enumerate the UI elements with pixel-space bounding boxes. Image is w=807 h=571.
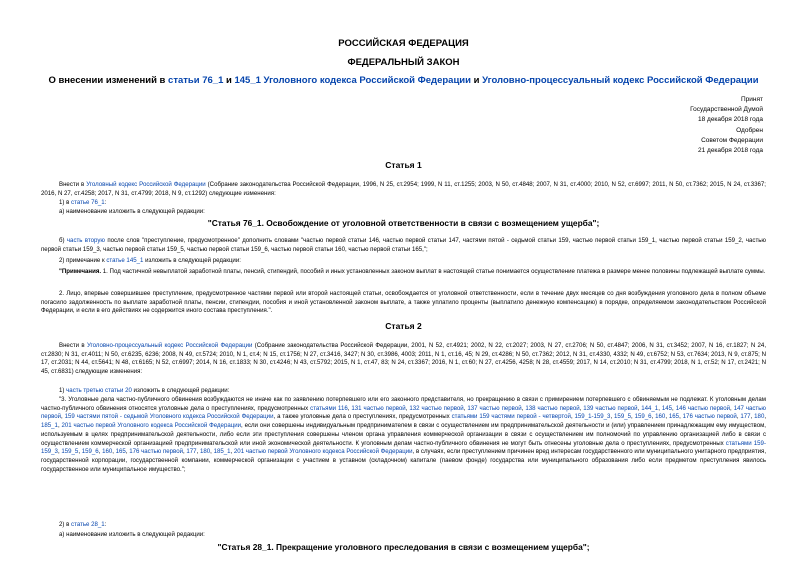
intro-prefix: Внести в	[59, 342, 87, 349]
item-suffix: изложить в следующей редакции:	[143, 257, 241, 264]
article-link[interactable]: 160	[102, 448, 113, 456]
article-1-heading: Статья 1	[385, 160, 422, 170]
item-prefix: 2) в	[59, 521, 72, 528]
separator: ,	[196, 448, 200, 456]
note-label: "Примечания.	[59, 268, 102, 275]
acceptance-block	[690, 95, 763, 156]
article-1-item-1a: а) наименование изложить в следующей редакции:	[59, 208, 205, 215]
article-link[interactable]: 165	[115, 448, 126, 456]
article-link[interactable]: 176 частью первой	[682, 413, 737, 421]
text-segment: , а также уголовные дела о преступлениях, предусмотренных	[273, 413, 452, 421]
separator: ,	[112, 448, 116, 456]
article-link[interactable]: статьями 159-159_3	[41, 439, 766, 456]
article-link[interactable]: 139 частью первой	[583, 404, 638, 412]
item-suffix: :	[104, 521, 107, 528]
link-article-28-1[interactable]: статье 28_1	[71, 521, 105, 528]
separator: ,	[631, 413, 635, 421]
article-link[interactable]: 132 частью первой	[409, 404, 464, 412]
article-link[interactable]: 165	[668, 413, 680, 421]
separator: ,	[651, 413, 656, 421]
article-1-item-1b	[41, 237, 766, 254]
item-prefix: 1) в	[59, 199, 72, 206]
separator: ,	[210, 448, 214, 456]
article-link[interactable]: 138 частью первой	[525, 404, 580, 412]
acceptance-line: Одобрен	[736, 126, 763, 134]
note-1	[41, 268, 766, 277]
doc-type-heading: ФЕДЕРАЛЬНЫЙ ЗАКОН	[347, 57, 460, 68]
acceptance-line: 21 декабря 2018 года	[697, 147, 763, 155]
separator: ,	[730, 404, 734, 412]
title-and-2: и	[470, 75, 483, 86]
note-text: 1. Под частичной невыплатой заработной платы, пенсий, стипендий, пособий и иных установленных законом выплат в настоящей статье понимается осуществление платежа в размере менее половины подлежащей выплате суммы.	[101, 268, 766, 275]
article-link[interactable]: статьями 159 частями первой - четвертой	[451, 413, 571, 421]
article-link[interactable]: 147 частью первой	[41, 404, 766, 421]
article-link[interactable]: 201 частью первой Уголовного кодекса Российской Федерации	[61, 422, 242, 430]
separator: ,	[347, 404, 352, 412]
article-2-item-1	[41, 387, 766, 396]
note-2: 2. Лицо, впервые совершившее преступление, предусмотренное частями первой или второй настоящей статьи, освобождается от уголовной ответственности, если в течение двух месяцев со дня возбуждения уголовного дела в полном объеме погасило задолженность по выплате заработной платы, пенсии, стипендии, пособия и иной установленной законом выплате, а также уплатило проценты (выплатило денежную компенсацию) в порядке, определяемом законодательством Российской Федерации, и если в его действиях не содержится иного состава преступления.".	[41, 290, 766, 315]
item-prefix: 2) примечание к	[59, 257, 107, 264]
separator: ,	[98, 448, 103, 456]
text-segment: "3. Уголовные дела частно-публичного обвинения возбуждаются не иначе как по заявлению потерпевшего или его законного представителя, но прекращению в связи с примирением потерпевшего с обвиняемым не подлежат. К уголовным делам частно-публичного обвинения относятся уголовные дела о преступлениях, предусмотренных	[41, 396, 766, 412]
separator: ,	[125, 448, 130, 456]
article-link[interactable]: 180	[199, 448, 211, 456]
item-suffix: изложить в следующей редакции:	[131, 387, 230, 394]
intro-text: (Собрание законодательства Российской Федерации, 1996, N 25, ст.2954; 1999, N 11, ст.1255; 2003, N 50, ст.4848; 2007, N 31, ст.4000; 2010, N 52, ст.6997; 2011, N 50, ст.7362; 2015, N 24, ст.3367; 2016, N 27, ст.4258; 2017, N 31, ст.4799; 2018, N 9, ст.1292) следующие изменения:	[41, 181, 766, 197]
article-1-intro	[41, 181, 766, 198]
title-link-article-76-1[interactable]: статьи 76_1	[168, 75, 224, 86]
article-2-intro	[41, 342, 766, 377]
text-segment: , в случаях, если преступлением причинен вред интересам государственного или муниципального унитарного предприятия, государственной корпорации, государственной компании, коммерческой организации с участием в уставном (складочном) капитале (паевом фонде) государства или муниципального образования либо если предметом преступления явилось государственное или муниципальное имущество.";	[41, 448, 767, 473]
separator: ,	[463, 404, 468, 412]
quote-article-28-1: "Статья 28_1. Прекращение уголовного преследования в связи с возмещением ущерба";	[217, 542, 590, 552]
article-1-item-2	[41, 257, 766, 266]
separator: ,	[637, 404, 642, 412]
article-link[interactable]: статьями 116	[310, 404, 348, 412]
text-segment: , если они совершены индивидуальным предпринимателем в связи с осуществлением им предпринимательской деятельности и (или) управлением принадлежащим ему имуществом, используемым в целях предпринимательской деятельности, либо если эти преступления совершены членом органа управления коммерческой организации в связи с осуществлением им полномочий по управлению организацией либо в связи с осуществлением коммерческой организацией предпринимательской или иной экономической деятельности. К уголовным делам частно-публичного обвинения не могут быть отнесены уголовные дела о преступлениях, предусмотренных	[41, 422, 766, 447]
title-and-1: и	[223, 75, 235, 86]
link-part-two[interactable]: часть вторую	[66, 237, 105, 244]
separator: ,	[230, 448, 234, 456]
intro-prefix: Внести в	[59, 181, 87, 188]
separator: ,	[78, 448, 82, 456]
title-link-criminal-procedure-code[interactable]: Уголовно-процессуальный кодекс Российской Федерации	[482, 75, 759, 86]
article-link[interactable]: 177	[740, 413, 751, 421]
separator: ,	[183, 448, 187, 456]
link-criminal-procedure-code[interactable]: Уголовно-процессуальный кодекс Российской Федерации	[86, 342, 253, 349]
intro-text: (Собрание законодательства Российской Федерации, 2001, N 52, ст.4921; 2002, N 22, ст.2027; 2003, N 27, ст.2706; N 50, ст.4847; 2006, N 31, ст.3452; 2007, N 16, ст.1827; N 24, ст.2830; N 31, ст.4011; N 50, ст.6235, 6236; 2008, N 49, ст.5724; 2010, N 1, ст.4; N 15, ст.1756; N 27, ст.3416, 3427; N 30, ст.3986, 4003; 2011, N 1, ст.16, 45; N 29, ст.4286; N 50, ст.7362; 2012, N 31, ст.4330, 4332; N 49, ст.6752; N 53, ст.7634; 2013, N 9, ст.875; N 17, ст.2031; N 44, ст.5641; N 48, ст.6165; N 52, ст.6997; 2014, N 16, ст.1833; N 30, ст.4246; N 43, ст.5792; 2015, N 1, ст.47, 83; N 24, ст.3367; 2016, N 1, ст.60; N 27, ст.4256, 4258; N 28, ст.4559; 2017, N 14, ст.2010; N 31, ст.4799; 2018, N 1, ст.52; N 17, ст.2421; N 45, ст.6831) следующие изменения:	[41, 342, 767, 376]
separator: ,	[579, 404, 584, 412]
acceptance-line: Советом Федерации	[701, 136, 763, 144]
separator: ,	[521, 404, 526, 412]
article-link[interactable]: 159_5	[614, 413, 631, 421]
article-link[interactable]: 145	[661, 404, 673, 412]
article-link[interactable]: 159 частями пятой - седьмой Уголовного кодекса Российской Федерации	[64, 413, 274, 421]
acceptance-line: Принят	[740, 96, 763, 103]
separator: ,	[658, 404, 662, 412]
link-article-145-1[interactable]: статье 145_1	[106, 257, 144, 264]
link-part-three-article-20[interactable]: часть третью статьи 20	[66, 387, 132, 394]
article-link[interactable]: 185_1	[213, 448, 231, 456]
article-1-item-1	[41, 199, 766, 208]
item-suffix: :	[104, 199, 107, 206]
law-title	[0, 75, 807, 86]
article-link[interactable]: 177	[186, 448, 197, 456]
item-prefix: 1)	[59, 387, 67, 394]
article-link[interactable]: 146 частью первой	[675, 404, 731, 412]
article-2-item-2	[41, 521, 766, 530]
link-article-76-1[interactable]: статье 76_1	[71, 199, 105, 206]
article-link[interactable]: 159_1-159_3	[574, 413, 611, 421]
article-link[interactable]: 201 частью первой Уголовного кодекса Российской Федерации	[233, 448, 413, 456]
article-link[interactable]: 159_6	[81, 448, 99, 456]
article-link[interactable]: 159_5	[61, 448, 79, 456]
separator: ,	[405, 404, 410, 412]
article-link[interactable]: 137 частью первой	[467, 404, 522, 412]
article-link[interactable]: 159_6	[634, 413, 652, 421]
separator: ,	[679, 413, 683, 421]
article-link[interactable]: 176 частью первой	[129, 448, 183, 456]
quote-article-76-1: "Статья 76_1. Освобождение от уголовной ответственности в связи с возмещением ущерба";	[207, 218, 600, 228]
separator: ,	[61, 413, 65, 421]
separator: ,	[764, 413, 767, 421]
link-criminal-code[interactable]: Уголовный кодекс Российской Федерации	[86, 181, 206, 188]
separator: ,	[665, 413, 669, 421]
separator: ,	[610, 413, 615, 421]
item-text: после слов "преступление, предусмотренное" дополнить словами "частью первой статьи 146, частью первой статьи 147, частями пятой - седьмой статьи 159, частью первой статьи 159_1, частью первой статьи 159_2, частью первой статьи 159_3, частью первой статьи 159_5, частью первой статьи 159_6, частью первой статьи 160, частью первой статьи 165,";	[41, 237, 766, 253]
part-3-text	[41, 396, 766, 474]
article-2-heading: Статья 2	[385, 321, 422, 331]
separator: ,	[570, 413, 575, 421]
article-link[interactable]: 160	[655, 413, 666, 421]
acceptance-line: 18 декабря 2018 года	[697, 116, 763, 124]
article-link[interactable]: 144_1	[641, 404, 659, 412]
item-prefix: б)	[59, 237, 67, 244]
article-2-item-2a: а) наименование изложить в следующей редакции:	[59, 531, 205, 538]
separator: ,	[750, 413, 755, 421]
title-prefix: О внесении изменений в	[48, 75, 169, 86]
separator: ,	[736, 413, 741, 421]
article-link[interactable]: 131 частью первой	[351, 404, 406, 412]
separator: ,	[57, 422, 62, 430]
article-link[interactable]: 180	[754, 413, 765, 421]
country-heading: РОССИЙСКАЯ ФЕДЕРАЦИЯ	[338, 38, 469, 49]
separator: ,	[672, 404, 676, 412]
article-link[interactable]: 185_1	[41, 422, 58, 430]
acceptance-line: Государственной Думой	[690, 106, 763, 114]
separator: ,	[57, 448, 62, 456]
title-link-article-145-1[interactable]: 145_1 Уголовного кодекса Российской Федерации	[234, 75, 471, 86]
